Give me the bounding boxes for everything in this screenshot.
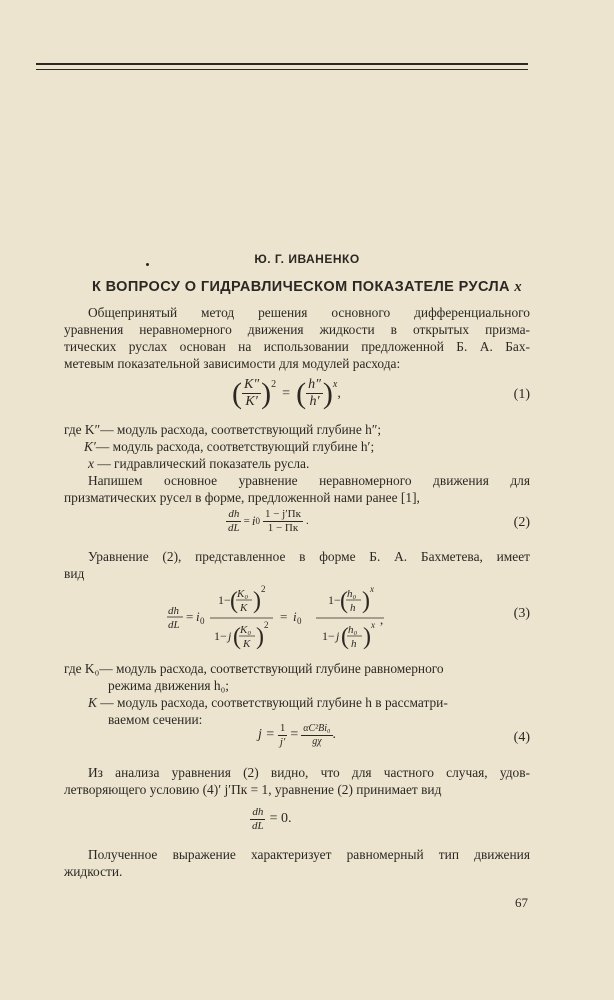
eq2-lhs-num: dh bbox=[228, 508, 240, 520]
equation-number: (3) bbox=[513, 606, 530, 621]
def-text: режима движения h₀; bbox=[108, 678, 229, 693]
eq2-i0: i bbox=[251, 513, 256, 529]
svg-text:dL: dL bbox=[168, 619, 180, 631]
def-symbol: K bbox=[88, 695, 97, 710]
definition-line bbox=[84, 438, 550, 455]
svg-text:x: x bbox=[371, 620, 375, 630]
def-text: — модуль расхода, соответствующий глубине равномерного bbox=[99, 661, 444, 676]
svg-text:h₀: h₀ bbox=[348, 624, 358, 636]
header-rule-top bbox=[36, 63, 528, 65]
eq1-lhs-exp: 2 bbox=[271, 379, 277, 390]
equation-number: (2) bbox=[513, 515, 530, 530]
header-rule-bottom bbox=[36, 69, 528, 70]
equation-1: ( $\frac{K''}{K'}$ ) $^2$ = ( $\frac{h''}{h'}$ ) $^x$ , (1) bbox=[232, 376, 530, 410]
text-line: уравнения неравномерного движения жидкости в открытых призма- bbox=[64, 322, 530, 337]
paragraph-equation-intro bbox=[64, 472, 530, 506]
eq1-rhs-den: h′ bbox=[309, 394, 320, 410]
definition-line bbox=[64, 421, 530, 438]
svg-text:i: i bbox=[196, 609, 200, 624]
paragraph-analysis bbox=[64, 764, 530, 798]
eq4-tail: . bbox=[332, 727, 337, 743]
page-number: 67 bbox=[515, 895, 528, 910]
eq4-f2-den: gχ bbox=[312, 735, 322, 747]
def-text: ваемом сечении: bbox=[108, 712, 203, 727]
eq4-f1-num: 1 bbox=[279, 722, 286, 734]
definition-line bbox=[88, 694, 554, 711]
svg-text:h: h bbox=[350, 602, 356, 614]
eq2-den: 1 − Пк bbox=[267, 521, 299, 534]
eq5-rhs: = 0. bbox=[269, 811, 292, 827]
svg-text:(: ( bbox=[233, 624, 241, 650]
svg-text:K₀: K₀ bbox=[237, 588, 249, 600]
text-line: Напишем основное уравнение неравномерного движения для bbox=[88, 473, 530, 488]
eq1-lhs-den: K′ bbox=[245, 394, 258, 410]
def-text: — модуль расхода, соответствующий глубине h в рассматри- bbox=[100, 695, 448, 710]
def-symbol: K′ bbox=[84, 439, 96, 454]
svg-text:K: K bbox=[243, 638, 251, 650]
equation-2: $\frac{dh}{dL}$ = i 0 $\frac{1 - j'Пк}{1 - Пк}$ . (2) bbox=[228, 508, 530, 534]
text-line: призматических русел в форме, предложенной нами ранее [1], bbox=[64, 490, 420, 505]
author-name: Ю. Г. ИВАНЕНКО bbox=[254, 252, 360, 266]
eq1-tail: , bbox=[337, 385, 341, 401]
def-symbol: где K₀ bbox=[64, 661, 100, 676]
svg-text:): ) bbox=[362, 588, 370, 614]
def-symbol: x bbox=[88, 456, 94, 471]
svg-text:h: h bbox=[351, 638, 357, 650]
text-line: Уравнение (2), представленное в форме Б. А. Бахметева, имеет bbox=[88, 549, 530, 564]
print-speck bbox=[146, 263, 149, 266]
text-line: метевым показательной зависимости для модулей расхода: bbox=[64, 356, 401, 371]
text-line: тических руслах основан на использовании предложенной Б. А. Бах- bbox=[64, 339, 530, 354]
paragraph-conclusion bbox=[64, 846, 530, 880]
eq1-lhs-num: K″ bbox=[242, 377, 261, 394]
text-line: Общепринятый метод решения основного дифференциального bbox=[88, 305, 530, 320]
equation-4: j = $\frac{1}{j'}$ = $\frac{\text{αC²Bi₀}}{g\chi}$ . (4) bbox=[258, 722, 530, 748]
def-symbol: где K″ bbox=[64, 422, 101, 437]
svg-text:j: j bbox=[228, 629, 232, 643]
def-text: — модуль расхода, соответствующий глубине h′; bbox=[95, 439, 375, 454]
equation-number: (1) bbox=[513, 387, 530, 402]
svg-text:2: 2 bbox=[264, 620, 269, 630]
svg-text:(: ( bbox=[230, 588, 238, 614]
eq5-num: dh bbox=[252, 806, 264, 818]
eq1-rhs-num: h″ bbox=[306, 377, 323, 394]
paragraph-intro bbox=[64, 304, 530, 372]
eq2-i0-sub: 0 bbox=[255, 516, 260, 527]
svg-text:=: = bbox=[186, 609, 194, 624]
definition-line bbox=[64, 660, 530, 677]
article-title bbox=[0, 279, 614, 296]
svg-text:K₀: K₀ bbox=[240, 624, 252, 636]
definition-line bbox=[88, 455, 554, 472]
text-line: жидкости. bbox=[64, 864, 123, 879]
svg-text:1−: 1− bbox=[322, 629, 335, 643]
eq2-tail: . bbox=[305, 515, 309, 528]
definition-line bbox=[108, 677, 574, 694]
def-text: — гидравлический показатель русла. bbox=[97, 456, 310, 471]
eq2-lhs-den: dL bbox=[228, 521, 240, 534]
svg-text:): ) bbox=[363, 624, 371, 650]
title-variable: x bbox=[514, 279, 522, 295]
svg-text:h₀: h₀ bbox=[347, 588, 357, 600]
eq5-den: dL bbox=[252, 819, 264, 832]
equation-3 bbox=[0, 580, 614, 660]
svg-text:1−: 1− bbox=[214, 629, 227, 643]
text-line: летворяющего условию (4)′ j′Пк = 1, уравнение (2) принимает вид bbox=[64, 782, 442, 797]
def-text: — модуль расхода, соответствующий глубине h″; bbox=[100, 422, 382, 437]
svg-text:dh: dh bbox=[168, 605, 179, 617]
svg-text:x: x bbox=[370, 584, 374, 594]
eq4-f2-num: αC²Bi₀ bbox=[303, 723, 331, 735]
svg-text:(: ( bbox=[340, 588, 348, 614]
title-text: К ВОПРОСУ О ГИДРАВЛИЧЕСКОМ ПОКАЗАТЕЛЕ РУСЛА bbox=[91, 279, 510, 295]
text-line: вид bbox=[64, 566, 85, 581]
text-line: Полученное выражение характеризует равномерный тип движения bbox=[88, 847, 530, 862]
paragraph-bakhmetev-form bbox=[64, 548, 530, 582]
equation-number: (4) bbox=[513, 730, 530, 745]
eq1-rhs-exp: x bbox=[332, 379, 338, 390]
svg-text:i: i bbox=[293, 609, 297, 624]
svg-text:2: 2 bbox=[261, 584, 266, 594]
svg-text:): ) bbox=[256, 624, 264, 650]
svg-text:1−: 1− bbox=[218, 593, 231, 607]
svg-text:1−: 1− bbox=[328, 593, 341, 607]
svg-text:K: K bbox=[240, 602, 248, 614]
svg-text:): ) bbox=[253, 588, 261, 614]
svg-text:(: ( bbox=[341, 624, 349, 650]
svg-text:=: = bbox=[280, 609, 288, 624]
eq2-num: 1 − j′Пк bbox=[264, 508, 301, 520]
eq4-f1-den: j′ bbox=[279, 735, 286, 748]
eq4-lhs: j = bbox=[258, 727, 275, 743]
svg-text:,: , bbox=[380, 612, 384, 627]
svg-text:0: 0 bbox=[297, 616, 302, 626]
svg-text:0: 0 bbox=[200, 616, 205, 626]
text-line: Из анализа уравнения (2) видно, что для частного случая, удов- bbox=[88, 765, 530, 780]
svg-text:j: j bbox=[336, 629, 340, 643]
